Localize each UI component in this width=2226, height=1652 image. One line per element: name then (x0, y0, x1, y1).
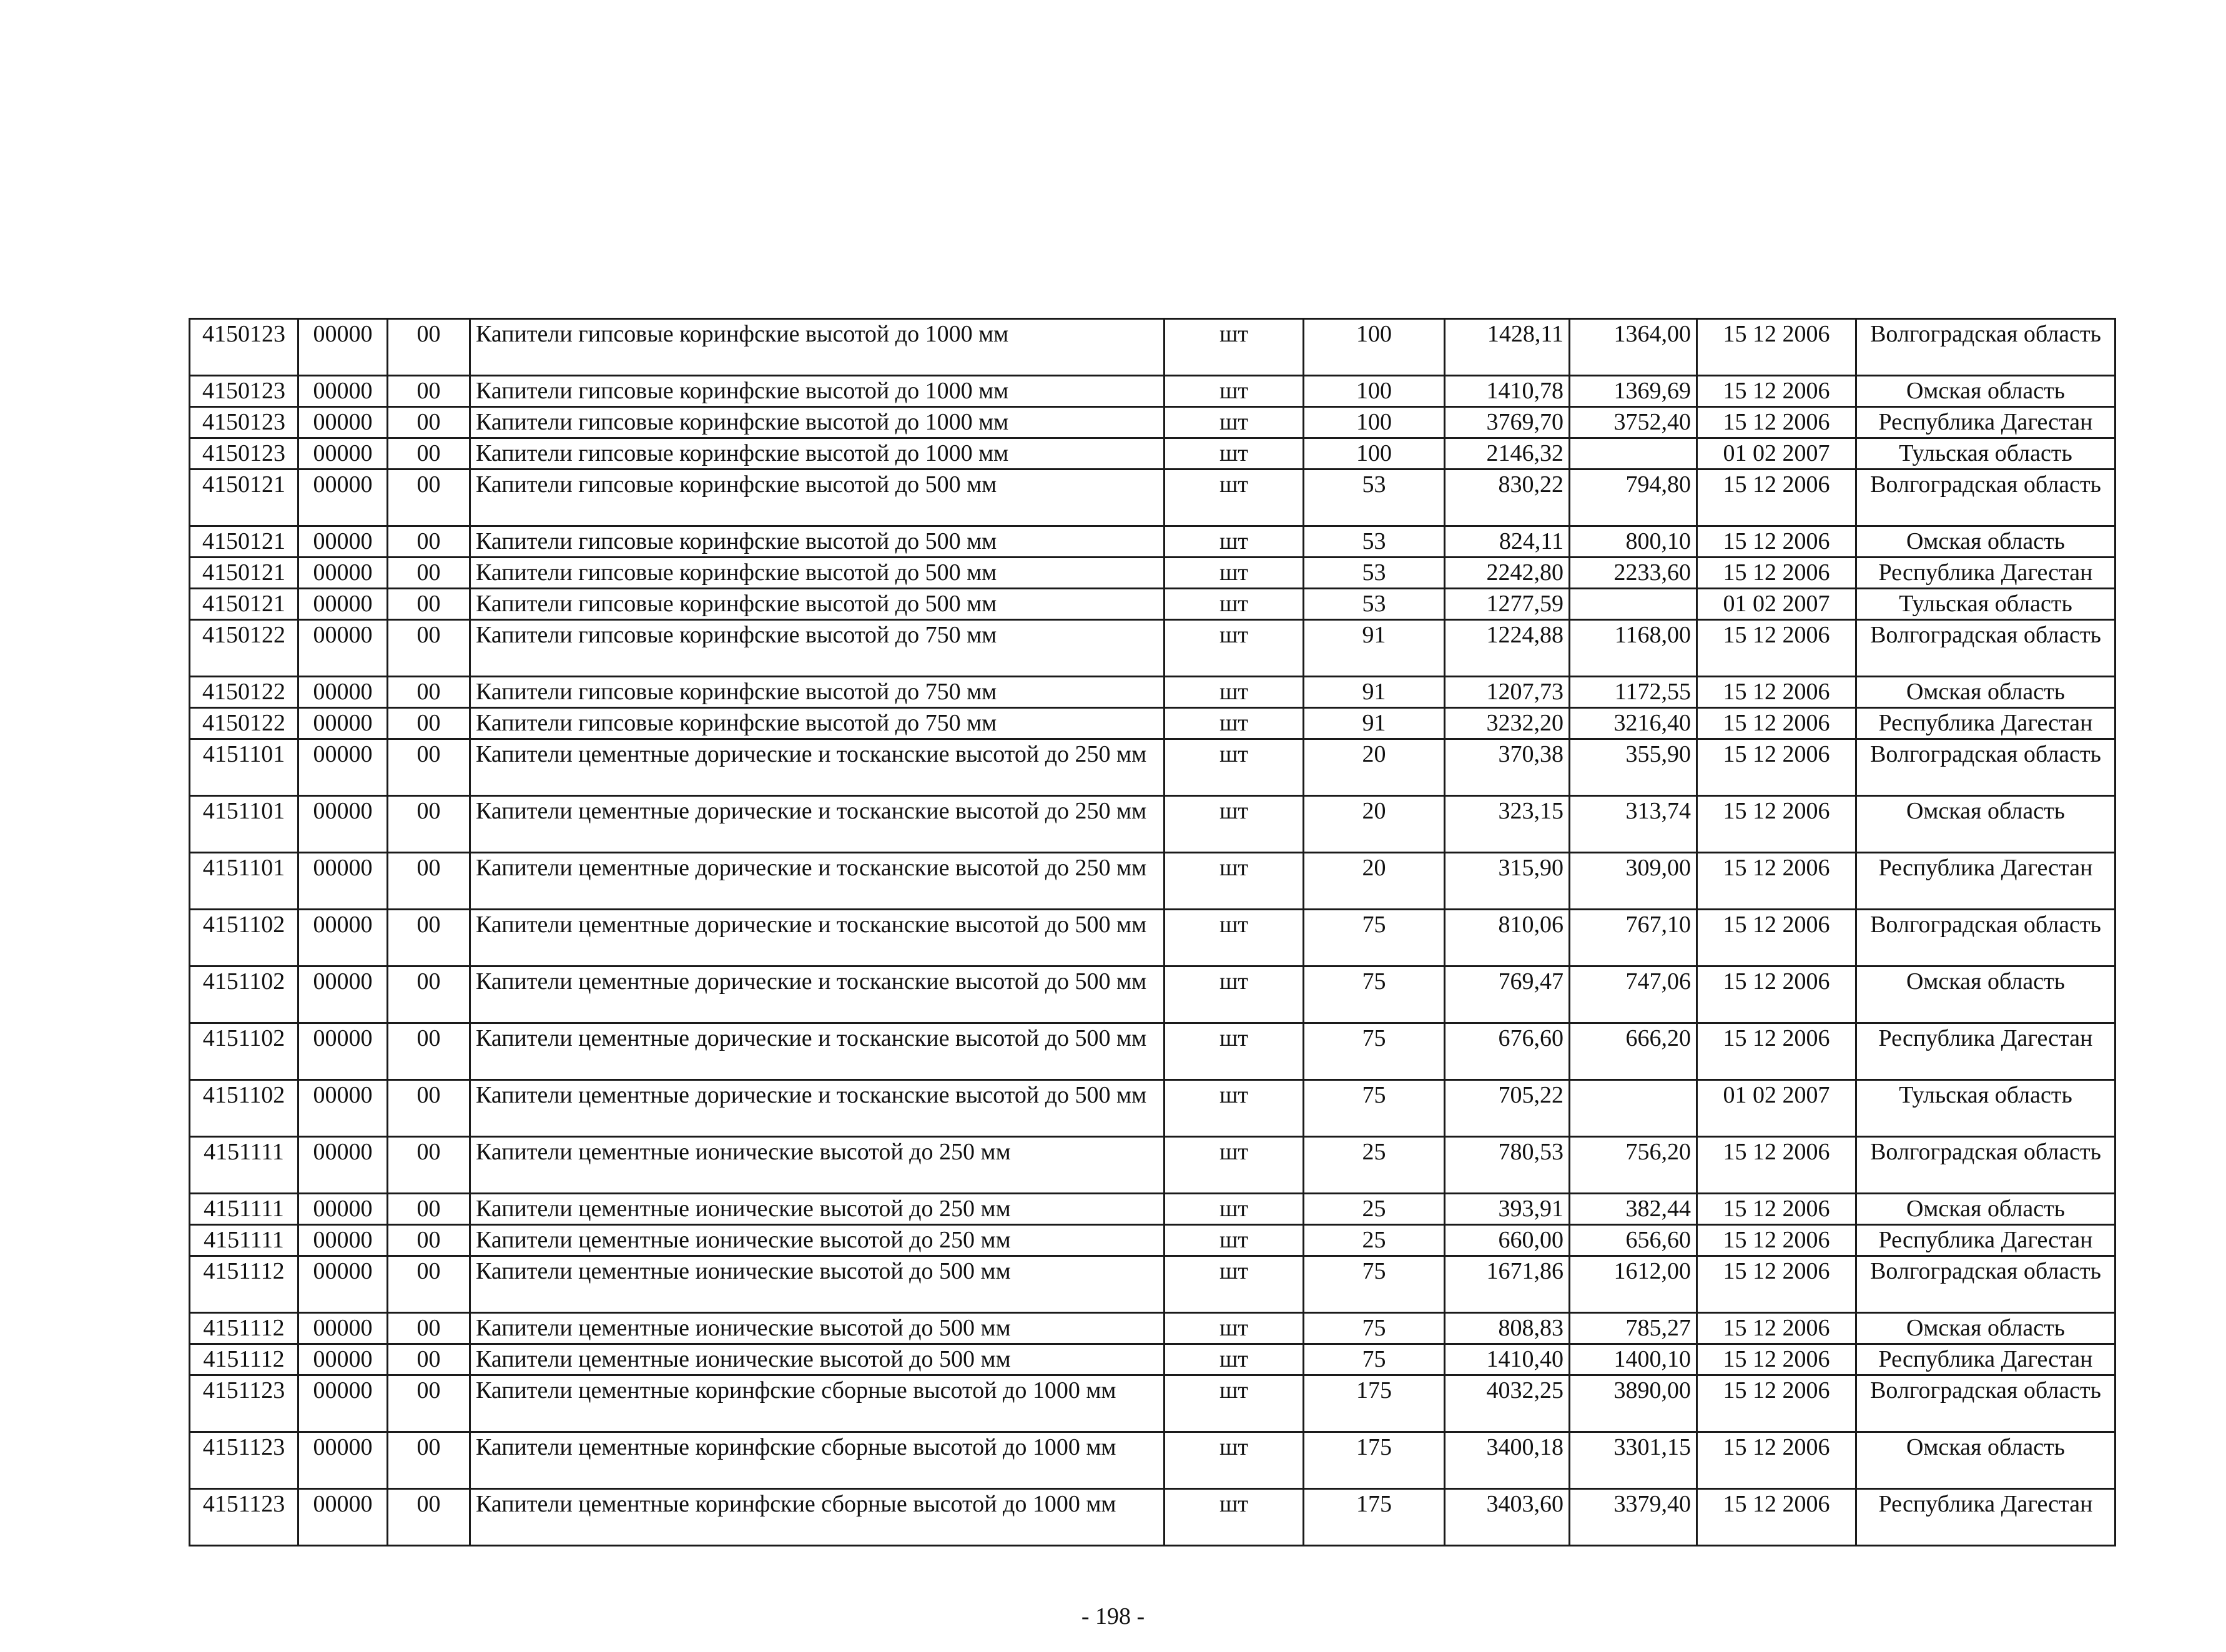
suffix-cell: 00 (388, 589, 470, 620)
weight-cell: 100 (1304, 438, 1445, 470)
weight-cell: 75 (1304, 1080, 1445, 1137)
unit-cell: шт (1165, 677, 1304, 708)
description-cell: Капители гипсовые коринфские высотой до 750 мм (470, 708, 1165, 739)
description-cell: Капители цементные дорические и тосканские высотой до 250 мм (470, 739, 1165, 796)
price-cell: 3403,60 (1445, 1489, 1570, 1546)
region-cell: Волгоградская область (1856, 620, 2115, 677)
weight-cell: 175 (1304, 1432, 1445, 1489)
price-excl-cell: 1168,00 (1570, 620, 1697, 677)
date-cell: 01 02 2007 (1697, 589, 1856, 620)
code-cell: 4151102 (190, 910, 298, 966)
description-cell: Капители гипсовые коринфские высотой до 500 мм (470, 589, 1165, 620)
region-cell: Волгоградская область (1856, 739, 2115, 796)
table-row (190, 1194, 2115, 1225)
region-cell: Омская область (1856, 376, 2115, 407)
date-cell: 15 12 2006 (1697, 1313, 1856, 1344)
unit-cell: шт (1165, 966, 1304, 1023)
subcode-cell: 00000 (298, 470, 388, 526)
region-cell: Тульская область (1856, 589, 2115, 620)
date-cell: 15 12 2006 (1697, 739, 1856, 796)
description-cell: Капители цементные ионические высотой до 500 мм (470, 1256, 1165, 1313)
table-row (190, 1375, 2115, 1432)
code-cell: 4150123 (190, 407, 298, 438)
suffix-cell: 00 (388, 1225, 470, 1256)
suffix-cell: 00 (388, 1137, 470, 1194)
description-cell: Капители гипсовые коринфские высотой до 1000 мм (470, 376, 1165, 407)
subcode-cell: 00000 (298, 796, 388, 853)
table-row (190, 853, 2115, 910)
weight-cell: 20 (1304, 853, 1445, 910)
description-cell: Капители цементные ионические высотой до 250 мм (470, 1225, 1165, 1256)
region-cell: Волгоградская область (1856, 910, 2115, 966)
description-cell: Капители цементные ионические высотой до 500 мм (470, 1313, 1165, 1344)
date-cell: 01 02 2007 (1697, 438, 1856, 470)
price-cell: 323,15 (1445, 796, 1570, 853)
unit-cell: шт (1165, 1313, 1304, 1344)
unit-cell: шт (1165, 1080, 1304, 1137)
unit-cell: шт (1165, 1023, 1304, 1080)
suffix-cell: 00 (388, 1313, 470, 1344)
suffix-cell: 00 (388, 470, 470, 526)
suffix-cell: 00 (388, 319, 470, 376)
subcode-cell: 00000 (298, 677, 388, 708)
code-cell: 4150123 (190, 319, 298, 376)
subcode-cell: 00000 (298, 1489, 388, 1546)
table-row (190, 376, 2115, 407)
suffix-cell: 00 (388, 1375, 470, 1432)
description-cell: Капители цементные дорические и тосканские высотой до 500 мм (470, 910, 1165, 966)
code-cell: 4150121 (190, 526, 298, 558)
price-table (189, 318, 2116, 1546)
description-cell: Капители цементные дорические и тосканские высотой до 500 мм (470, 966, 1165, 1023)
unit-cell: шт (1165, 1375, 1304, 1432)
region-cell: Омская область (1856, 677, 2115, 708)
table-row (190, 1137, 2115, 1194)
suffix-cell: 00 (388, 438, 470, 470)
table-row (190, 1080, 2115, 1137)
weight-cell: 53 (1304, 470, 1445, 526)
price-excl-cell: 3301,15 (1570, 1432, 1697, 1489)
suffix-cell: 00 (388, 910, 470, 966)
price-excl-cell: 3890,00 (1570, 1375, 1697, 1432)
price-cell: 824,11 (1445, 526, 1570, 558)
code-cell: 4150122 (190, 620, 298, 677)
unit-cell: шт (1165, 589, 1304, 620)
table-row (190, 438, 2115, 470)
table-row (190, 1023, 2115, 1080)
subcode-cell: 00000 (298, 407, 388, 438)
code-cell: 4151123 (190, 1489, 298, 1546)
region-cell: Волгоградская область (1856, 470, 2115, 526)
price-cell: 660,00 (1445, 1225, 1570, 1256)
unit-cell: шт (1165, 319, 1304, 376)
table-row (190, 620, 2115, 677)
code-cell: 4151102 (190, 1023, 298, 1080)
table-row (190, 677, 2115, 708)
subcode-cell: 00000 (298, 966, 388, 1023)
date-cell: 15 12 2006 (1697, 1256, 1856, 1313)
table-row (190, 407, 2115, 438)
unit-cell: шт (1165, 1344, 1304, 1375)
weight-cell: 25 (1304, 1225, 1445, 1256)
region-cell: Омская область (1856, 1194, 2115, 1225)
weight-cell: 53 (1304, 558, 1445, 589)
description-cell: Капители гипсовые коринфские высотой до 500 мм (470, 558, 1165, 589)
unit-cell: шт (1165, 1137, 1304, 1194)
unit-cell: шт (1165, 558, 1304, 589)
price-excl-cell: 3752,40 (1570, 407, 1697, 438)
date-cell: 15 12 2006 (1697, 677, 1856, 708)
description-cell: Капители гипсовые коринфские высотой до 500 мм (470, 470, 1165, 526)
subcode-cell: 00000 (298, 1023, 388, 1080)
price-excl-cell: 767,10 (1570, 910, 1697, 966)
region-cell: Омская область (1856, 1313, 2115, 1344)
subcode-cell: 00000 (298, 376, 388, 407)
description-cell: Капители гипсовые коринфские высотой до 500 мм (470, 526, 1165, 558)
subcode-cell: 00000 (298, 708, 388, 739)
region-cell: Республика Дагестан (1856, 708, 2115, 739)
unit-cell: шт (1165, 853, 1304, 910)
suffix-cell: 00 (388, 407, 470, 438)
subcode-cell: 00000 (298, 1432, 388, 1489)
price-cell: 1410,78 (1445, 376, 1570, 407)
weight-cell: 75 (1304, 1344, 1445, 1375)
region-cell: Республика Дагестан (1856, 1344, 2115, 1375)
suffix-cell: 00 (388, 853, 470, 910)
price-excl-cell: 666,20 (1570, 1023, 1697, 1080)
region-cell: Волгоградская область (1856, 1375, 2115, 1432)
code-cell: 4151101 (190, 796, 298, 853)
description-cell: Капители цементные ионические высотой до 250 мм (470, 1137, 1165, 1194)
description-cell: Капители гипсовые коринфские высотой до 1000 мм (470, 319, 1165, 376)
description-cell: Капители цементные дорические и тосканские высотой до 250 мм (470, 853, 1165, 910)
region-cell: Омская область (1856, 966, 2115, 1023)
region-cell: Республика Дагестан (1856, 1225, 2115, 1256)
code-cell: 4150122 (190, 677, 298, 708)
description-cell: Капители цементные дорические и тосканские высотой до 250 мм (470, 796, 1165, 853)
table-row (190, 1225, 2115, 1256)
weight-cell: 20 (1304, 739, 1445, 796)
suffix-cell: 00 (388, 526, 470, 558)
table-row (190, 558, 2115, 589)
suffix-cell: 00 (388, 376, 470, 407)
price-excl-cell: 3216,40 (1570, 708, 1697, 739)
subcode-cell: 00000 (298, 1313, 388, 1344)
description-cell: Капители гипсовые коринфские высотой до 1000 мм (470, 438, 1165, 470)
code-cell: 4151101 (190, 853, 298, 910)
table-row (190, 1256, 2115, 1313)
weight-cell: 25 (1304, 1137, 1445, 1194)
suffix-cell: 00 (388, 1432, 470, 1489)
date-cell: 15 12 2006 (1697, 1375, 1856, 1432)
code-cell: 4151111 (190, 1137, 298, 1194)
code-cell: 4150123 (190, 376, 298, 407)
price-cell: 4032,25 (1445, 1375, 1570, 1432)
date-cell: 15 12 2006 (1697, 1489, 1856, 1546)
subcode-cell: 00000 (298, 1225, 388, 1256)
subcode-cell: 00000 (298, 1137, 388, 1194)
price-excl-cell: 800,10 (1570, 526, 1697, 558)
subcode-cell: 00000 (298, 526, 388, 558)
table-row (190, 319, 2115, 376)
region-cell: Омская область (1856, 796, 2115, 853)
weight-cell: 175 (1304, 1489, 1445, 1546)
price-excl-cell: 1364,00 (1570, 319, 1697, 376)
price-excl-cell: 756,20 (1570, 1137, 1697, 1194)
region-cell: Республика Дагестан (1856, 407, 2115, 438)
price-cell: 3232,20 (1445, 708, 1570, 739)
table-row (190, 526, 2115, 558)
description-cell: Капители гипсовые коринфские высотой до 1000 мм (470, 407, 1165, 438)
subcode-cell: 00000 (298, 319, 388, 376)
suffix-cell: 00 (388, 677, 470, 708)
date-cell: 15 12 2006 (1697, 1023, 1856, 1080)
weight-cell: 20 (1304, 796, 1445, 853)
subcode-cell: 00000 (298, 910, 388, 966)
date-cell: 15 12 2006 (1697, 470, 1856, 526)
table-row (190, 708, 2115, 739)
region-cell: Тульская область (1856, 1080, 2115, 1137)
price-cell: 1410,40 (1445, 1344, 1570, 1375)
date-cell: 15 12 2006 (1697, 1344, 1856, 1375)
subcode-cell: 00000 (298, 438, 388, 470)
price-excl-cell: 382,44 (1570, 1194, 1697, 1225)
code-cell: 4151112 (190, 1344, 298, 1375)
weight-cell: 100 (1304, 407, 1445, 438)
region-cell: Волгоградская область (1856, 1256, 2115, 1313)
table-row (190, 1344, 2115, 1375)
date-cell: 15 12 2006 (1697, 853, 1856, 910)
date-cell: 15 12 2006 (1697, 526, 1856, 558)
region-cell: Тульская область (1856, 438, 2115, 470)
unit-cell: шт (1165, 407, 1304, 438)
weight-cell: 25 (1304, 1194, 1445, 1225)
date-cell: 15 12 2006 (1697, 1432, 1856, 1489)
date-cell: 15 12 2006 (1697, 319, 1856, 376)
code-cell: 4150123 (190, 438, 298, 470)
suffix-cell: 00 (388, 796, 470, 853)
price-cell: 705,22 (1445, 1080, 1570, 1137)
date-cell: 15 12 2006 (1697, 966, 1856, 1023)
subcode-cell: 00000 (298, 558, 388, 589)
subcode-cell: 00000 (298, 853, 388, 910)
price-cell: 2146,32 (1445, 438, 1570, 470)
table-row (190, 1432, 2115, 1489)
price-excl-cell: 1612,00 (1570, 1256, 1697, 1313)
date-cell: 15 12 2006 (1697, 910, 1856, 966)
suffix-cell: 00 (388, 558, 470, 589)
subcode-cell: 00000 (298, 1080, 388, 1137)
region-cell: Омская область (1856, 1432, 2115, 1489)
code-cell: 4150122 (190, 708, 298, 739)
price-excl-cell: 3379,40 (1570, 1489, 1697, 1546)
price-cell: 1224,88 (1445, 620, 1570, 677)
price-excl-cell: 309,00 (1570, 853, 1697, 910)
date-cell: 15 12 2006 (1697, 407, 1856, 438)
description-cell: Капители цементные дорические и тосканские высотой до 500 мм (470, 1023, 1165, 1080)
subcode-cell: 00000 (298, 1256, 388, 1313)
region-cell: Волгоградская область (1856, 1137, 2115, 1194)
suffix-cell: 00 (388, 1023, 470, 1080)
code-cell: 4150121 (190, 470, 298, 526)
price-excl-cell: 747,06 (1570, 966, 1697, 1023)
region-cell: Республика Дагестан (1856, 1489, 2115, 1546)
description-cell: Капители цементные дорические и тосканские высотой до 500 мм (470, 1080, 1165, 1137)
unit-cell: шт (1165, 1432, 1304, 1489)
weight-cell: 53 (1304, 589, 1445, 620)
weight-cell: 175 (1304, 1375, 1445, 1432)
unit-cell: шт (1165, 1489, 1304, 1546)
table-row (190, 966, 2115, 1023)
price-excl-cell (1570, 1080, 1697, 1137)
code-cell: 4150121 (190, 589, 298, 620)
suffix-cell: 00 (388, 1344, 470, 1375)
description-cell: Капители гипсовые коринфские высотой до 750 мм (470, 677, 1165, 708)
suffix-cell: 00 (388, 1256, 470, 1313)
price-excl-cell: 1369,69 (1570, 376, 1697, 407)
subcode-cell: 00000 (298, 1344, 388, 1375)
region-cell: Республика Дагестан (1856, 853, 2115, 910)
table-row (190, 470, 2115, 526)
subcode-cell: 00000 (298, 620, 388, 677)
price-cell: 315,90 (1445, 853, 1570, 910)
date-cell: 15 12 2006 (1697, 1225, 1856, 1256)
weight-cell: 91 (1304, 677, 1445, 708)
description-cell: Капители гипсовые коринфские высотой до 750 мм (470, 620, 1165, 677)
price-excl-cell: 313,74 (1570, 796, 1697, 853)
date-cell: 15 12 2006 (1697, 620, 1856, 677)
description-cell: Капители цементные коринфские сборные высотой до 1000 мм (470, 1489, 1165, 1546)
code-cell: 4151101 (190, 739, 298, 796)
code-cell: 4151111 (190, 1225, 298, 1256)
unit-cell: шт (1165, 739, 1304, 796)
code-cell: 4151102 (190, 966, 298, 1023)
unit-cell: шт (1165, 796, 1304, 853)
price-cell: 1277,59 (1445, 589, 1570, 620)
suffix-cell: 00 (388, 739, 470, 796)
price-excl-cell: 1172,55 (1570, 677, 1697, 708)
unit-cell: шт (1165, 438, 1304, 470)
price-excl-cell: 355,90 (1570, 739, 1697, 796)
suffix-cell: 00 (388, 1194, 470, 1225)
price-excl-cell: 656,60 (1570, 1225, 1697, 1256)
description-cell: Капители цементные коринфские сборные высотой до 1000 мм (470, 1432, 1165, 1489)
weight-cell: 100 (1304, 376, 1445, 407)
unit-cell: шт (1165, 708, 1304, 739)
price-cell: 370,38 (1445, 739, 1570, 796)
weight-cell: 91 (1304, 620, 1445, 677)
price-excl-cell (1570, 438, 1697, 470)
weight-cell: 75 (1304, 1256, 1445, 1313)
code-cell: 4151123 (190, 1432, 298, 1489)
price-cell: 3769,70 (1445, 407, 1570, 438)
price-excl-cell: 2233,60 (1570, 558, 1697, 589)
price-cell: 810,06 (1445, 910, 1570, 966)
subcode-cell: 00000 (298, 589, 388, 620)
price-cell: 3400,18 (1445, 1432, 1570, 1489)
weight-cell: 91 (1304, 708, 1445, 739)
suffix-cell: 00 (388, 1080, 470, 1137)
weight-cell: 75 (1304, 966, 1445, 1023)
table-row (190, 796, 2115, 853)
price-cell: 393,91 (1445, 1194, 1570, 1225)
code-cell: 4151111 (190, 1194, 298, 1225)
suffix-cell: 00 (388, 708, 470, 739)
subcode-cell: 00000 (298, 739, 388, 796)
date-cell: 15 12 2006 (1697, 1137, 1856, 1194)
date-cell: 15 12 2006 (1697, 708, 1856, 739)
price-cell: 808,83 (1445, 1313, 1570, 1344)
weight-cell: 53 (1304, 526, 1445, 558)
code-cell: 4151102 (190, 1080, 298, 1137)
date-cell: 15 12 2006 (1697, 1194, 1856, 1225)
unit-cell: шт (1165, 1256, 1304, 1313)
price-excl-cell: 785,27 (1570, 1313, 1697, 1344)
date-cell: 15 12 2006 (1697, 796, 1856, 853)
unit-cell: шт (1165, 1225, 1304, 1256)
code-cell: 4150121 (190, 558, 298, 589)
unit-cell: шт (1165, 526, 1304, 558)
suffix-cell: 00 (388, 620, 470, 677)
price-cell: 830,22 (1445, 470, 1570, 526)
subcode-cell: 00000 (298, 1194, 388, 1225)
table-row (190, 739, 2115, 796)
description-cell: Капители цементные коринфские сборные высотой до 1000 мм (470, 1375, 1165, 1432)
table-row (190, 1489, 2115, 1546)
table-row (190, 1313, 2115, 1344)
date-cell: 15 12 2006 (1697, 558, 1856, 589)
weight-cell: 75 (1304, 910, 1445, 966)
region-cell: Омская область (1856, 526, 2115, 558)
price-excl-cell: 794,80 (1570, 470, 1697, 526)
suffix-cell: 00 (388, 966, 470, 1023)
unit-cell: шт (1165, 376, 1304, 407)
subcode-cell: 00000 (298, 1375, 388, 1432)
suffix-cell: 00 (388, 1489, 470, 1546)
table-row (190, 910, 2115, 966)
weight-cell: 100 (1304, 319, 1445, 376)
date-cell: 01 02 2007 (1697, 1080, 1856, 1137)
page-number: - 198 - (1081, 1603, 1145, 1630)
region-cell: Волгоградская область (1856, 319, 2115, 376)
code-cell: 4151123 (190, 1375, 298, 1432)
weight-cell: 75 (1304, 1023, 1445, 1080)
price-cell: 2242,80 (1445, 558, 1570, 589)
price-cell: 1207,73 (1445, 677, 1570, 708)
price-cell: 676,60 (1445, 1023, 1570, 1080)
table-row (190, 589, 2115, 620)
unit-cell: шт (1165, 470, 1304, 526)
date-cell: 15 12 2006 (1697, 376, 1856, 407)
unit-cell: шт (1165, 620, 1304, 677)
unit-cell: шт (1165, 1194, 1304, 1225)
price-excl-cell (1570, 589, 1697, 620)
price-cell: 1671,86 (1445, 1256, 1570, 1313)
code-cell: 4151112 (190, 1256, 298, 1313)
description-cell: Капители цементные ионические высотой до 500 мм (470, 1344, 1165, 1375)
price-cell: 780,53 (1445, 1137, 1570, 1194)
price-cell: 769,47 (1445, 966, 1570, 1023)
code-cell: 4151112 (190, 1313, 298, 1344)
weight-cell: 75 (1304, 1313, 1445, 1344)
price-cell: 1428,11 (1445, 319, 1570, 376)
description-cell: Капители цементные ионические высотой до 250 мм (470, 1194, 1165, 1225)
unit-cell: шт (1165, 910, 1304, 966)
region-cell: Республика Дагестан (1856, 1023, 2115, 1080)
price-excl-cell: 1400,10 (1570, 1344, 1697, 1375)
region-cell: Республика Дагестан (1856, 558, 2115, 589)
